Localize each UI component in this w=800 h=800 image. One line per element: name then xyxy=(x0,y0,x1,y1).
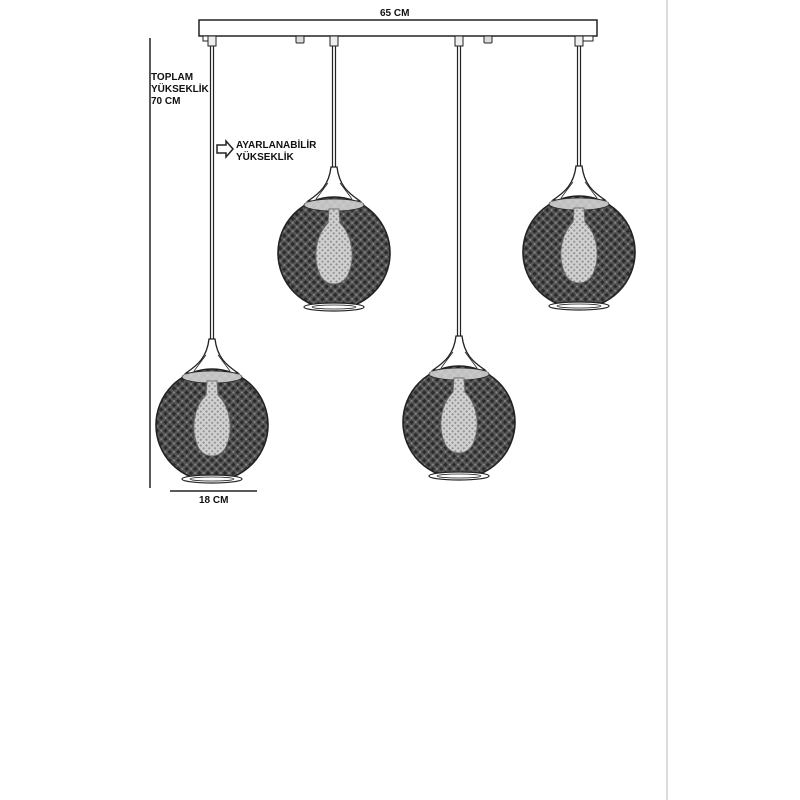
bar-screw xyxy=(296,36,304,43)
pendant-cap xyxy=(308,167,360,201)
pendant-globe-bottom-rim xyxy=(429,472,489,480)
ceiling-bar xyxy=(199,20,597,46)
total-height-label xyxy=(151,72,209,108)
pendant-lamp xyxy=(156,46,268,483)
adjustable-height-label-line-1: AYARLANABİLİR xyxy=(236,140,317,151)
pendant-cap xyxy=(553,166,605,200)
pendant-globe-bottom-rim xyxy=(182,475,242,483)
pendant-lamp xyxy=(523,46,635,310)
bar-width-label: 65 CM xyxy=(380,8,410,19)
adjustable-height-label xyxy=(236,140,316,164)
globe-diameter-label: 18 CM xyxy=(199,495,229,506)
cord-grip xyxy=(575,36,583,46)
pendant-cap xyxy=(186,339,238,373)
cord-grip xyxy=(455,36,463,46)
pendant-globe-bottom-rim xyxy=(304,303,364,311)
pendant-lamp xyxy=(278,46,390,311)
adjustable-height-label-line-2: YÜKSEKLİK xyxy=(236,152,294,163)
total-height-label-line-2: YÜKSEKLİK xyxy=(151,84,209,95)
pendant-cap xyxy=(433,336,485,370)
cord-grip xyxy=(208,36,216,46)
pendant-lamp xyxy=(403,46,515,480)
cord-grip xyxy=(330,36,338,46)
adjustable-height-arrow-icon xyxy=(217,141,233,157)
pendant-group xyxy=(156,46,635,483)
total-height-label-line-3: 70 CM xyxy=(151,96,181,107)
pendant-globe-bottom-rim xyxy=(549,302,609,310)
total-height-label-line-1: TOPLAM xyxy=(151,72,194,83)
bar-screw xyxy=(484,36,492,43)
